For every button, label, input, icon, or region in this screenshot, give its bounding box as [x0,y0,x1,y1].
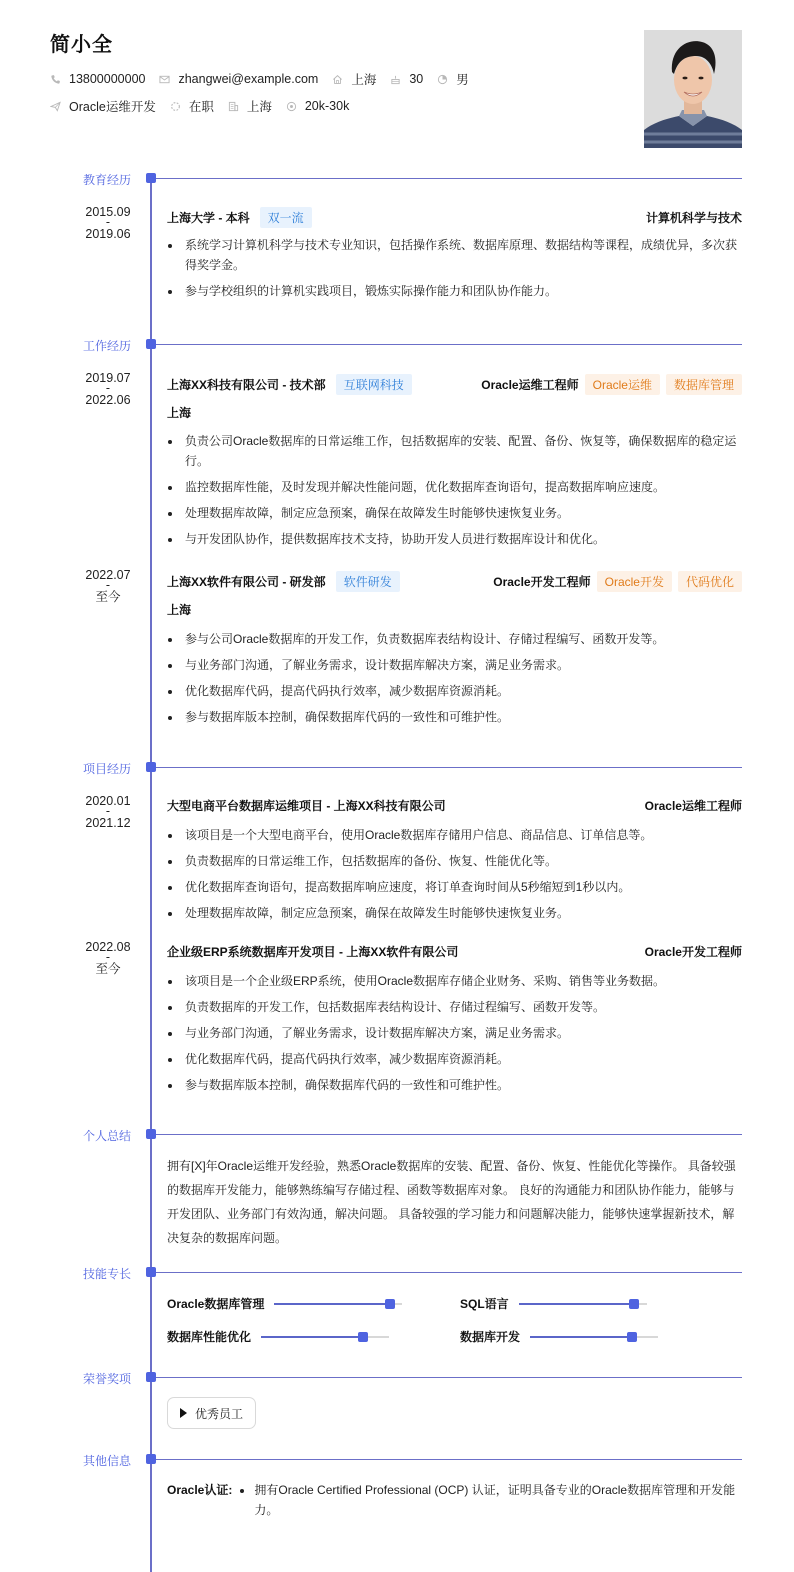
status-info [170,97,214,115]
skill-tag: Oracle开发 [597,571,672,592]
project-role: Oracle运维工程师 [644,799,742,813]
gender-info [437,70,469,88]
work-bullets [167,431,742,555]
target-city-info [228,97,272,115]
other-info-row [167,1480,742,1520]
resume-header [0,0,794,160]
section-dot [146,1267,156,1277]
building-icon [228,101,239,112]
list-item: 监控数据库性能，及时发现并解决性能问题，优化数据库查询语句，提高数据库响应速度。 [167,477,742,497]
age-info [390,72,423,86]
company-dept: 上海XX科技有限公司 - 技术部 [167,378,326,392]
job-role: Oracle运维工程师 [481,378,579,392]
section-divider [156,1377,742,1378]
skill-db-performance [167,1328,389,1345]
skill-oracle-db-admin [167,1295,402,1312]
job-role: Oracle开发工程师 [493,575,591,589]
gender: 男 [456,73,469,87]
send-icon [50,101,61,112]
section-divider [156,178,742,179]
avatar-photo [644,30,742,148]
list-item: 该项目是一个企业级ERP系统，使用Oracle数据库存储企业财务、采购、销售等业务数据。 [167,971,742,991]
list-item: 系统学习计算机科学与技术专业知识，包括操作系统、数据库原理、数据结构等课程，成绩优异，多次获得奖学金。 [167,235,742,275]
list-item: 与开发团队协作，提供数据库技术支持，协助开发人员进行数据库设计和优化。 [167,529,742,549]
project-date: 2022.08 - 至今 [85,940,131,976]
salary: 20k-30k [304,99,350,113]
skill-level-fill [274,1303,389,1305]
skill-level-handle [629,1299,639,1309]
company-dept: 上海XX软件有限公司 - 研发部 [167,575,326,589]
skill-level-handle [385,1299,395,1309]
candidate-name: 简小全 [50,34,113,56]
work-entry-header [167,571,742,592]
list-item: 负责数据库的日常运维工作，包括数据库的备份、恢复、性能优化等。 [167,851,742,871]
skill-tag: Oracle运维 [585,374,660,395]
industry-tag: 互联网科技 [336,374,412,395]
education-entry-header [167,207,742,228]
work-date: 2022.07 - 至今 [85,568,131,604]
section-dot [146,1129,156,1139]
home-icon [332,74,343,85]
work-entry-header [167,374,742,395]
list-item: 优化数据库查询语句，提高数据库响应速度，将订单查询时间从5秒缩短到1秒以内。 [167,877,742,897]
other-info-label: Oracle认证: [167,1483,233,1497]
list-item: 处理数据库故障，制定应急预案，确保在故障发生时能够快速恢复业务。 [167,503,742,523]
work-date: 2019.07 - 2022.06 [85,371,131,407]
section-dot [146,339,156,349]
salary-info [286,99,349,113]
city-info [332,70,376,88]
list-item: 优化数据库代码，提高代码执行效率，减少数据库资源消耗。 [167,681,742,701]
gender-icon [437,74,448,85]
status-icon [170,101,181,112]
target-city: 上海 [246,100,272,114]
skill-level-bar [274,1303,402,1305]
list-item: 参与公司Oracle数据库的开发工作，负责数据库表结构设计、存储过程编写、函数开发等。 [167,629,742,649]
section-dot [146,1372,156,1382]
major: 计算机科学与技术 [645,211,742,225]
list-item: 与业务部门沟通，了解业务需求，设计数据库解决方案，满足业务需求。 [167,655,742,675]
list-item: 优化数据库代码，提高代码执行效率，减少数据库资源消耗。 [167,1049,742,1069]
list-item: 处理数据库故障，制定应急预案，确保在故障发生时能够快速恢复业务。 [167,903,742,923]
project-role: Oracle开发工程师 [644,945,742,959]
skill-level-fill [519,1303,634,1305]
list-item: 负责数据库的开发工作，包括数据库表结构设计、存储过程编写、函数开发等。 [167,997,742,1017]
age-icon [390,74,401,85]
timeline-line [150,178,152,1572]
school-tag: 双一流 [260,207,312,228]
skill-tag: 代码优化 [678,571,742,592]
summary-text: 拥有[X]年Oracle运维开发经验，熟悉Oracle数据库的安装、配置、备份、恢复、性能优化等操作。 具备较强的数据库开发能力，能够熟练编写存储过程、函数等数据库对象。 良好的沟通能力和团队协作能力，能够与开发团队、业务部门有效沟通，解决问题。 具备较强的学习能力和问题解决能力，能够快速掌握新技术，解决复杂的数据库问题。 [167,1159,736,1245]
mail-icon [159,74,170,85]
section-divider [156,344,742,345]
section-title-projects: 项目经历 [83,762,132,776]
project-bullets [167,971,742,1101]
section-dot [146,173,156,183]
skill-sql [460,1295,647,1312]
play-triangle-icon [180,1408,187,1418]
phone-icon [50,74,61,85]
project-title: 大型电商平台数据库运维项目 - 上海XX科技有限公司 [167,799,446,813]
skill-level-fill [261,1336,363,1338]
email-info [159,72,318,86]
skill-level-handle [358,1332,368,1342]
contact-row [50,70,483,88]
list-item: 该项目是一个大型电商平台，使用Oracle数据库存储用户信息、商品信息、订单信息等。 [167,825,742,845]
education-bullets [167,235,742,307]
honor-label: 优秀员工 [195,1406,244,1421]
school-degree: 上海大学 - 本科 [167,211,250,225]
education-date: 2015.09 - 2019.06 [85,205,131,241]
project-entry-header [167,943,742,960]
section-title-skills: 技能专长 [83,1267,132,1281]
section-divider [156,1134,742,1135]
skill-name: SQL语言 [460,1297,509,1311]
skill-tag: 数据库管理 [666,374,742,395]
skill-name: 数据库性能优化 [167,1330,252,1344]
work-bullets [167,629,742,733]
skill-name: Oracle数据库管理 [167,1297,265,1311]
salary-icon [286,101,297,112]
project-entry-header [167,797,742,814]
section-dot [146,1454,156,1464]
target-job: Oracle运维开发 [69,100,156,114]
phone-info [50,72,145,86]
skill-level-bar [261,1336,389,1338]
skill-level-fill [530,1336,632,1338]
list-item: 参与数据库版本控制，确保数据库代码的一致性和可维护性。 [167,707,742,727]
skill-level-handle [627,1332,637,1342]
section-divider [156,1459,742,1460]
project-date: 2020.01 - 2021.12 [85,794,131,830]
list-item: 参与学校组织的计算机实践项目，锻炼实际操作能力和团队协作能力。 [167,281,742,301]
email-address: zhangwei@example.com [178,72,319,86]
section-divider [156,1272,742,1273]
city: 上海 [351,73,377,87]
phone-number: 13800000000 [69,72,146,86]
list-item: 与业务部门沟通，了解业务需求，设计数据库解决方案，满足业务需求。 [167,1023,742,1043]
skill-level-bar [519,1303,647,1305]
list-item: 负责公司Oracle数据库的日常运维工作，包括数据库的安装、配置、备份、恢复等，确保数据库的稳定运行。 [167,431,742,471]
job-intent-row [50,97,363,115]
section-title-work: 工作经历 [83,339,132,353]
work-location: 上海 [167,406,192,420]
job-status: 在职 [188,100,214,114]
work-location: 上海 [167,603,192,617]
skill-level-bar [530,1336,658,1338]
target-job-info [50,97,156,115]
project-title: 企业级ERP系统数据库开发项目 - 上海XX软件有限公司 [167,945,459,959]
project-bullets [167,825,742,929]
section-title-other: 其他信息 [83,1454,132,1468]
skill-db-dev [460,1328,658,1345]
section-title-summary: 个人总结 [83,1129,132,1143]
section-title-honors: 荣誉奖项 [83,1372,132,1386]
age: 30 [409,72,424,86]
industry-tag: 软件研发 [336,571,400,592]
section-title-education: 教育经历 [83,173,132,187]
skill-name: 数据库开发 [460,1330,521,1344]
section-divider [156,767,742,768]
other-info-text: 拥有Oracle Certified Professional (OCP) 认证，证明具备专业的Oracle数据库管理和开发能力。 [232,1480,742,1520]
list-item: 参与数据库版本控制，确保数据库代码的一致性和可维护性。 [167,1075,742,1095]
honor-badge [167,1397,256,1429]
section-dot [146,762,156,772]
